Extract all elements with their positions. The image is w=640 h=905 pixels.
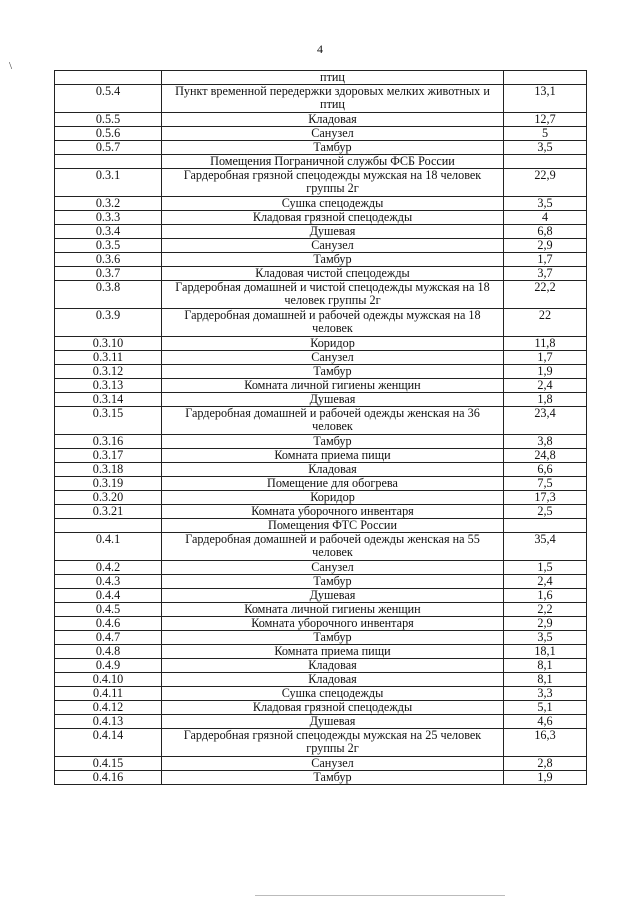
room-name: Тамбур [162, 141, 504, 155]
room-name: Гардеробная домашней и рабочей одежды мужская на 18 человек [162, 309, 504, 337]
room-name: Санузел [162, 757, 504, 771]
room-number: 0.3.2 [55, 197, 162, 211]
room-number: 0.5.4 [55, 85, 162, 113]
table-row [55, 631, 587, 645]
table-row [55, 603, 587, 617]
table-row [55, 757, 587, 771]
room-area: 1,8 [504, 393, 587, 407]
room-area: 6,6 [504, 463, 587, 477]
room-number [55, 71, 162, 85]
room-area: 17,3 [504, 491, 587, 505]
table-row [55, 127, 587, 141]
rooms-table [54, 70, 587, 785]
table-row [55, 645, 587, 659]
room-area: 8,1 [504, 673, 587, 687]
table-row [55, 211, 587, 225]
room-number: 0.3.12 [55, 365, 162, 379]
room-area: 22,9 [504, 169, 587, 197]
room-name: Кладовая [162, 673, 504, 687]
room-name: Коридор [162, 491, 504, 505]
table-row [55, 617, 587, 631]
table-row [55, 253, 587, 267]
room-area: 3,5 [504, 141, 587, 155]
table-row [55, 141, 587, 155]
room-name: Кладовая чистой спецодежды [162, 267, 504, 281]
room-name: Санузел [162, 239, 504, 253]
room-number: 0.3.20 [55, 491, 162, 505]
room-area [504, 71, 587, 85]
room-name: Кладовая [162, 113, 504, 127]
room-name: Комната личной гигиены женщин [162, 379, 504, 393]
room-number: 0.3.9 [55, 309, 162, 337]
room-area: 22,2 [504, 281, 587, 309]
section-area-cell [504, 519, 587, 533]
room-name: Комната уборочного инвентаря [162, 617, 504, 631]
section-num-cell [55, 519, 162, 533]
room-number: 0.4.3 [55, 575, 162, 589]
room-number: 0.3.17 [55, 449, 162, 463]
room-area: 13,1 [504, 85, 587, 113]
room-name: Комната уборочного инвентаря [162, 505, 504, 519]
room-number: 0.3.8 [55, 281, 162, 309]
room-name: Тамбур [162, 575, 504, 589]
table-row [55, 351, 587, 365]
room-number: 0.3.16 [55, 435, 162, 449]
room-name: Кладовая [162, 659, 504, 673]
room-number: 0.3.6 [55, 253, 162, 267]
table-row [55, 561, 587, 575]
room-name: Тамбур [162, 253, 504, 267]
room-name: Помещение для обогрева [162, 477, 504, 491]
room-number: 0.4.5 [55, 603, 162, 617]
room-name: Душевая [162, 225, 504, 239]
room-name: Тамбур [162, 631, 504, 645]
room-number: 0.4.6 [55, 617, 162, 631]
table-row [55, 337, 587, 351]
table-row [55, 575, 587, 589]
table-row [55, 309, 587, 337]
room-name: Санузел [162, 561, 504, 575]
room-area: 2,2 [504, 603, 587, 617]
table-row [55, 491, 587, 505]
rooms-table-body [55, 71, 587, 785]
room-name: Душевая [162, 715, 504, 729]
room-area: 35,4 [504, 533, 587, 561]
room-area: 6,8 [504, 225, 587, 239]
table-row [55, 449, 587, 463]
table-row [55, 393, 587, 407]
room-number: 0.4.15 [55, 757, 162, 771]
room-number: 0.4.8 [55, 645, 162, 659]
room-area: 24,8 [504, 449, 587, 463]
room-name: Кладовая грязной спецодежды [162, 701, 504, 715]
room-number: 0.3.1 [55, 169, 162, 197]
room-area: 3,7 [504, 267, 587, 281]
table-row [55, 365, 587, 379]
room-area: 3,3 [504, 687, 587, 701]
table-row [55, 505, 587, 519]
room-number: 0.4.14 [55, 729, 162, 757]
room-number: 0.4.16 [55, 771, 162, 785]
table-row [55, 771, 587, 785]
room-name: Кладовая [162, 463, 504, 477]
room-name: Комната личной гигиены женщин [162, 603, 504, 617]
room-name: Санузел [162, 127, 504, 141]
room-area: 3,5 [504, 631, 587, 645]
room-area: 2,4 [504, 379, 587, 393]
room-area: 1,5 [504, 561, 587, 575]
room-number: 0.3.3 [55, 211, 162, 225]
room-area: 1,7 [504, 253, 587, 267]
section-row [55, 519, 587, 533]
room-number: 0.4.10 [55, 673, 162, 687]
room-area: 3,8 [504, 435, 587, 449]
room-number: 0.3.18 [55, 463, 162, 477]
room-name: Комната приема пищи [162, 645, 504, 659]
room-area: 4 [504, 211, 587, 225]
room-name: Гардеробная грязной спецодежды мужская на 25 человек группы 2г [162, 729, 504, 757]
room-name: Тамбур [162, 771, 504, 785]
room-name: Гардеробная домашней и рабочей одежды женская на 36 человек [162, 407, 504, 435]
table-row [55, 715, 587, 729]
room-area: 2,8 [504, 757, 587, 771]
section-row [55, 155, 587, 169]
table-row [55, 729, 587, 757]
table-row [55, 407, 587, 435]
table-row [55, 589, 587, 603]
room-name: Пункт временной передержки здоровых мелких животных и птиц [162, 85, 504, 113]
room-number: 0.5.5 [55, 113, 162, 127]
room-area: 1,7 [504, 351, 587, 365]
table-row [55, 463, 587, 477]
room-name: Душевая [162, 393, 504, 407]
room-area: 12,7 [504, 113, 587, 127]
table-row [55, 533, 587, 561]
page-number: 4 [317, 42, 323, 56]
room-area: 2,9 [504, 617, 587, 631]
table-row [55, 267, 587, 281]
table-row [55, 477, 587, 491]
table-row [55, 85, 587, 113]
corner-mark: \ [9, 60, 13, 72]
room-number: 0.4.11 [55, 687, 162, 701]
room-name: Санузел [162, 351, 504, 365]
room-number: 0.4.13 [55, 715, 162, 729]
room-area: 7,5 [504, 477, 587, 491]
table-row [55, 197, 587, 211]
section-title: Помещения Пограничной службы ФСБ России [162, 155, 504, 169]
room-area: 5 [504, 127, 587, 141]
section-num-cell [55, 155, 162, 169]
room-area: 22 [504, 309, 587, 337]
room-name: Кладовая грязной спецодежды [162, 211, 504, 225]
room-number: 0.4.2 [55, 561, 162, 575]
room-name: Коридор [162, 337, 504, 351]
section-area-cell [504, 155, 587, 169]
room-number: 0.3.15 [55, 407, 162, 435]
room-area: 11,8 [504, 337, 587, 351]
section-title: Помещения ФТС России [162, 519, 504, 533]
room-area: 23,4 [504, 407, 587, 435]
table-row [55, 113, 587, 127]
room-area: 2,9 [504, 239, 587, 253]
room-name: Сушка спецодежды [162, 687, 504, 701]
table-row [55, 281, 587, 309]
room-number: 0.4.12 [55, 701, 162, 715]
room-number: 0.3.5 [55, 239, 162, 253]
table-row [55, 701, 587, 715]
room-area: 18,1 [504, 645, 587, 659]
room-area: 16,3 [504, 729, 587, 757]
table-row [55, 379, 587, 393]
table-row [55, 169, 587, 197]
room-name: Комната приема пищи [162, 449, 504, 463]
room-area: 1,9 [504, 365, 587, 379]
room-number: 0.4.9 [55, 659, 162, 673]
room-name: птиц [162, 71, 504, 85]
room-number: 0.3.13 [55, 379, 162, 393]
table-row [55, 687, 587, 701]
table-row [55, 673, 587, 687]
room-name: Гардеробная домашней и рабочей одежды женская на 55 человек [162, 533, 504, 561]
table-row [55, 71, 587, 85]
room-area: 1,9 [504, 771, 587, 785]
room-number: 0.4.7 [55, 631, 162, 645]
table-row [55, 659, 587, 673]
room-name: Гардеробная грязной спецодежды мужская на 18 человек группы 2г [162, 169, 504, 197]
table-row [55, 435, 587, 449]
room-name: Тамбур [162, 365, 504, 379]
room-number: 0.3.10 [55, 337, 162, 351]
room-name: Душевая [162, 589, 504, 603]
room-number: 0.5.6 [55, 127, 162, 141]
room-area: 8,1 [504, 659, 587, 673]
room-area: 2,4 [504, 575, 587, 589]
room-area: 5,1 [504, 701, 587, 715]
room-area: 3,5 [504, 197, 587, 211]
room-number: 0.3.7 [55, 267, 162, 281]
room-number: 0.4.1 [55, 533, 162, 561]
room-number: 0.3.4 [55, 225, 162, 239]
room-number: 0.3.14 [55, 393, 162, 407]
table-row [55, 225, 587, 239]
room-name: Сушка спецодежды [162, 197, 504, 211]
room-area: 4,6 [504, 715, 587, 729]
room-name: Тамбур [162, 435, 504, 449]
room-number: 0.3.21 [55, 505, 162, 519]
room-number: 0.4.4 [55, 589, 162, 603]
room-area: 1,6 [504, 589, 587, 603]
room-name: Гардеробная домашней и чистой спецодежды мужская на 18 человек группы 2г [162, 281, 504, 309]
room-number: 0.3.11 [55, 351, 162, 365]
bottom-rule [255, 895, 505, 896]
table-row [55, 239, 587, 253]
room-number: 0.5.7 [55, 141, 162, 155]
room-number: 0.3.19 [55, 477, 162, 491]
room-area: 2,5 [504, 505, 587, 519]
